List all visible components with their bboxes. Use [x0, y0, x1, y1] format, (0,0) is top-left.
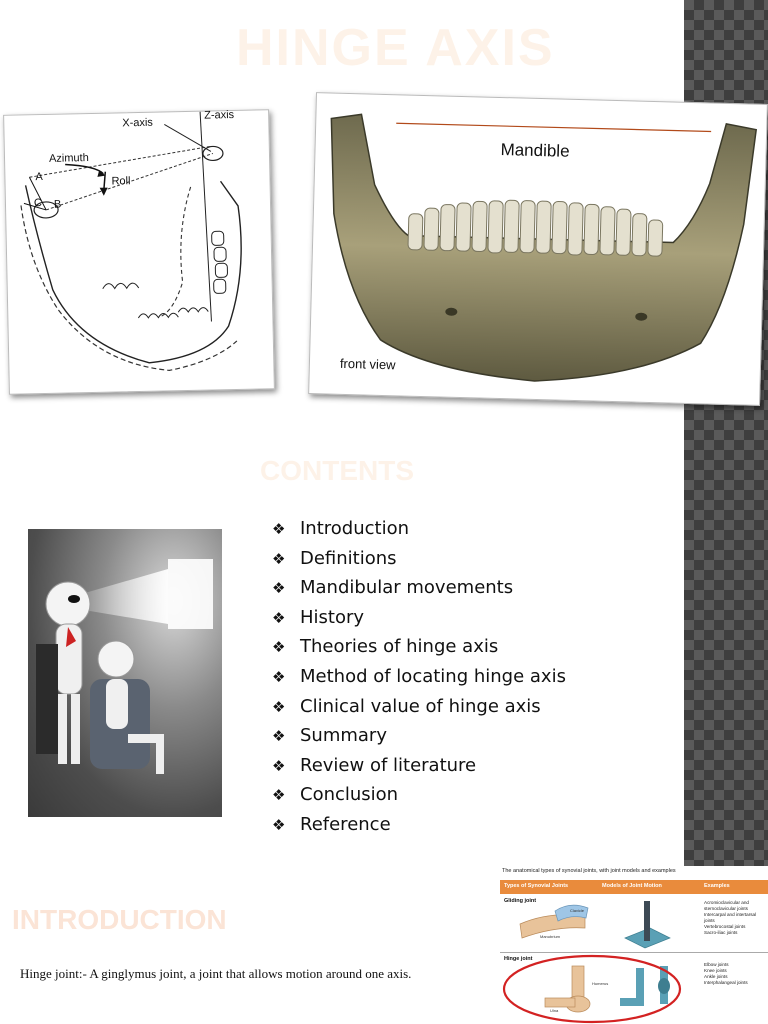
label-ulna: Ulna — [550, 1008, 559, 1013]
list-item: ❖ Mandibular movements — [272, 573, 566, 603]
label-manubrium: Manubrium — [540, 934, 561, 939]
table-header-examples: Examples — [704, 883, 730, 889]
table-header-types: Types of Synovial Joints — [504, 883, 569, 889]
diamond-bullet-icon: ❖ — [272, 520, 286, 538]
point-c-label: C — [33, 197, 43, 210]
diamond-bullet-icon: ❖ — [272, 579, 286, 598]
table-header-models: Models of Joint Motion — [602, 883, 662, 889]
introduction-heading: INTRODUCTION — [12, 904, 227, 935]
joint-model-illustrations — [500, 866, 768, 1024]
contents-list — [272, 514, 566, 840]
list-item: ❖ Conclusion — [272, 780, 566, 810]
contents-heading: CONTENTS — [260, 455, 414, 486]
table-caption: The anatomical types of synovial joints, with joint models and examples — [502, 868, 676, 874]
table-row-gliding-examples: Acromioclavicular and sternoclavicular joints Intercarpal and intertarsal joints Vertebrocostal joints Sacro-iliac joints — [704, 900, 757, 935]
x-axis-label: X-axis — [122, 116, 153, 130]
diamond-bullet-icon: ❖ — [272, 608, 286, 627]
list-item: ❖ Review of literature — [272, 751, 566, 781]
diamond-bullet-icon: ❖ — [272, 727, 286, 746]
axis-diagram-figure — [3, 109, 275, 395]
mandible-label: Mandible — [500, 139, 570, 161]
cartoon-figures — [28, 529, 222, 817]
label-humerus: Humerus — [592, 981, 609, 986]
point-a-label: A — [35, 171, 43, 184]
list-item: ❖ Definitions — [272, 544, 566, 574]
mandible-photo-figure — [308, 92, 768, 406]
diamond-bullet-icon: ❖ — [272, 815, 286, 834]
list-item: ❖ Theories of hinge axis — [272, 632, 566, 662]
roll-label: Roll — [111, 175, 131, 188]
front-view-label: front view — [339, 355, 396, 373]
table-row-gliding-label: Gliding joint — [504, 898, 537, 904]
list-item: ❖ Reference — [272, 810, 566, 840]
diamond-bullet-icon: ❖ — [272, 549, 286, 568]
mandible-axis-drawing — [4, 110, 274, 393]
list-item: ❖ Introduction — [272, 514, 566, 544]
synovial-joints-table-figure — [500, 866, 768, 1024]
list-item: ❖ Clinical value of hinge axis — [272, 692, 566, 722]
diamond-bullet-icon: ❖ — [272, 697, 286, 716]
diamond-bullet-icon: ❖ — [272, 638, 286, 657]
azimuth-label: Azimuth — [48, 152, 89, 165]
list-item: ❖ History — [272, 603, 566, 633]
point-b-label: B — [53, 198, 62, 211]
list-item: ❖ Method of locating hinge axis — [272, 662, 566, 692]
page-title: HINGE AXIS — [236, 19, 555, 77]
diamond-bullet-icon: ❖ — [272, 756, 286, 775]
diamond-bullet-icon: ❖ — [272, 786, 286, 805]
cartoon-projector-illustration — [28, 529, 222, 817]
table-row-hinge-examples: Elbow joints Knee joints Ankle joints Interphalangeal joints — [704, 962, 748, 985]
label-clavicle: Clavicle — [570, 908, 585, 913]
diamond-bullet-icon: ❖ — [272, 667, 286, 686]
intro-definition-text: Hinge joint:- A ginglymus joint, a joint that allows motion around one axis. — [20, 966, 412, 981]
list-item: ❖ Summary — [272, 721, 566, 751]
z-axis-label: Z-axis — [204, 108, 235, 122]
table-row-hinge-label: Hinge joint — [504, 956, 533, 962]
